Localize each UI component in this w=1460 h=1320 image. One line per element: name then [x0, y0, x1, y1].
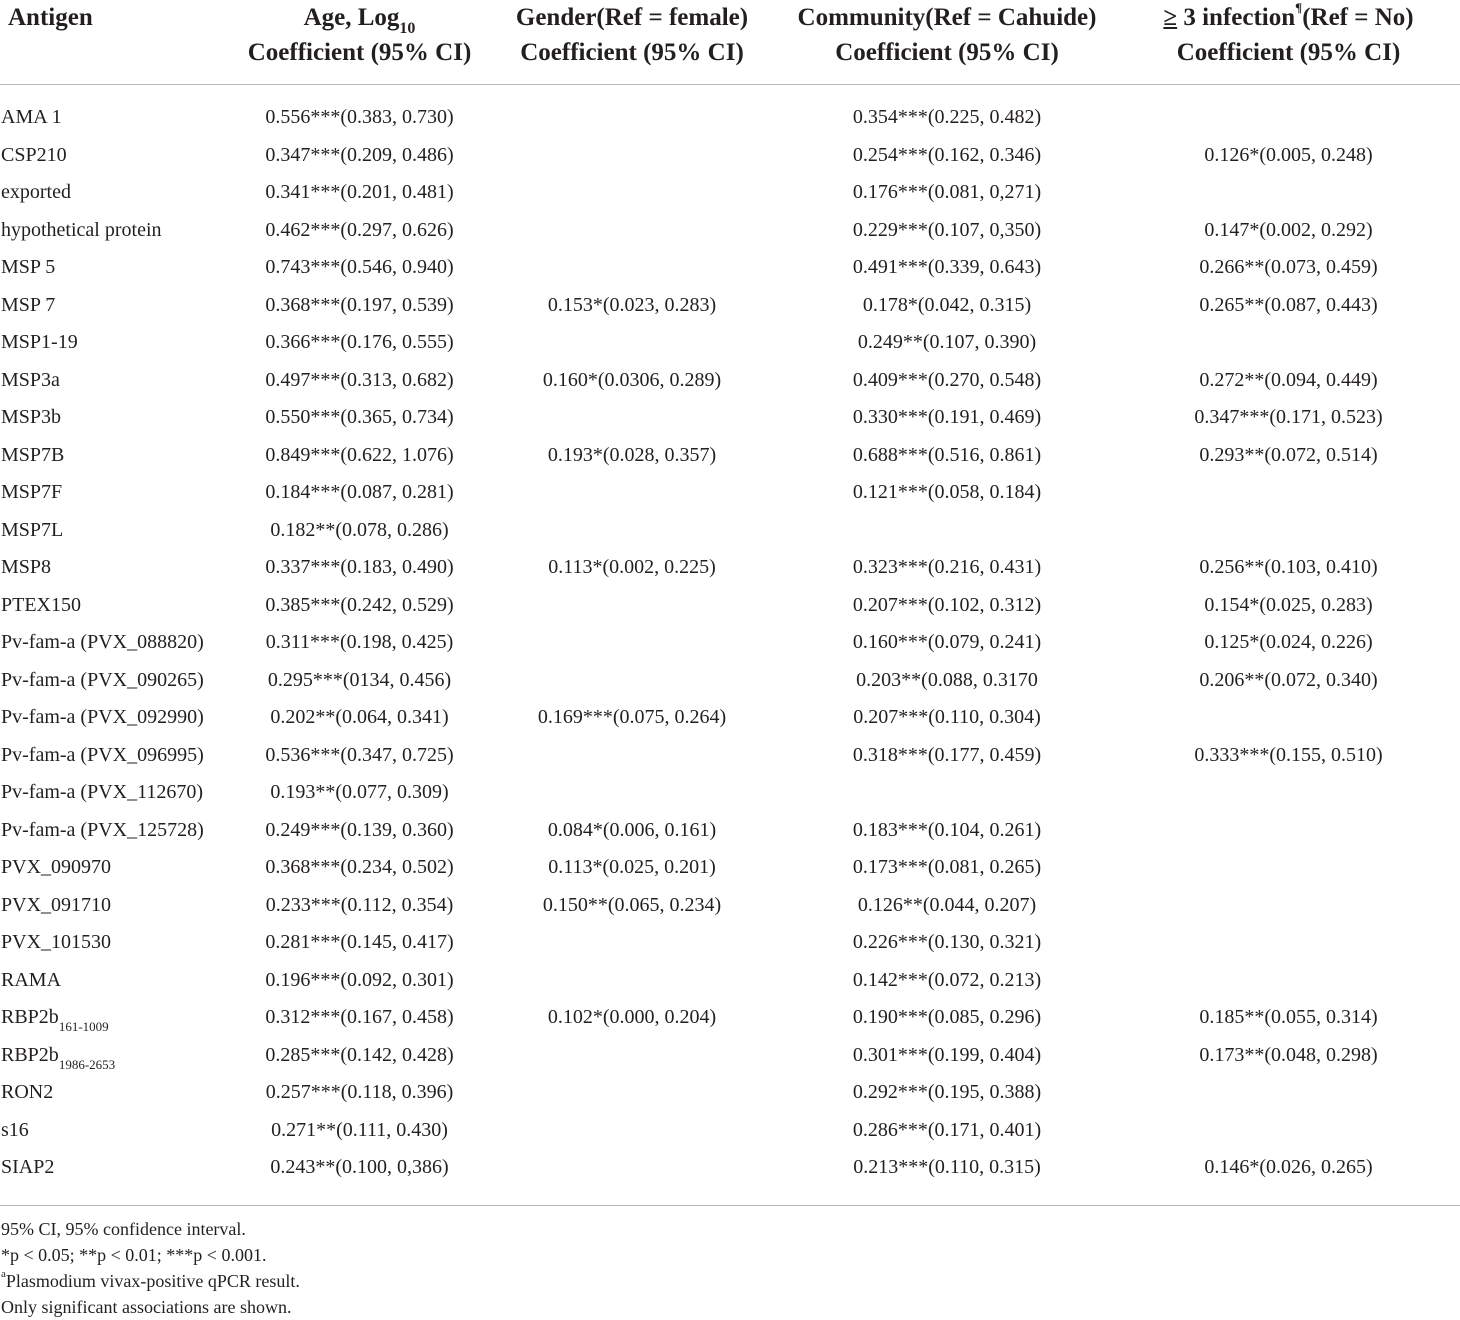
cell-community: 0.142***(0.072, 0.213): [852, 968, 1042, 991]
table-row: [0, 1112, 1460, 1150]
cell-antigen: MSP7B: [1, 443, 65, 466]
table-row: [0, 174, 1460, 212]
cell-infection: [1117, 85, 1460, 137]
cell-age: 0.184***(0.087, 0.281): [265, 481, 454, 504]
table-row: [0, 812, 1460, 850]
cell-gender: 0.113*(0.025, 0.201): [548, 856, 716, 879]
cell-community: 0.354***(0.225, 0.482): [852, 106, 1042, 129]
cell-age: 0.497***(0.313, 0.682): [265, 368, 454, 391]
cell-age: 0.233***(0.112, 0.354): [265, 893, 454, 916]
cell-community: 0.173***(0.081, 0.265): [852, 856, 1042, 879]
cell-gender: [487, 1149, 777, 1197]
cell-age: 0.341***(0.201, 0.481): [265, 181, 454, 204]
cell-infection: 0.146*(0.026, 0.265): [1204, 1156, 1373, 1179]
table-row: [0, 399, 1460, 437]
cell-gender: [487, 324, 777, 362]
cell-antigen: MSP8: [1, 556, 52, 579]
cell-community: 0.178*(0.042, 0.315): [862, 293, 1032, 316]
cell-gender: [487, 624, 777, 662]
cell-community: 0.190***(0.085, 0.296): [852, 1006, 1042, 1029]
cell-gender: 0.150**(0.065, 0.234): [542, 893, 722, 916]
cell-infection: [1117, 324, 1460, 362]
cell-infection: 0.333***(0.155, 0.510): [1194, 743, 1383, 766]
cell-age: 0.295***(0134, 0.456): [267, 668, 452, 691]
cell-gender: 0.153*(0.023, 0.283): [547, 293, 717, 316]
header-age: Age, Log$_{10}$ Coefficient (95% CI): [232, 0, 487, 85]
header-community: Community(Ref = Cahuide) Coefficient (95% CI): [777, 0, 1117, 85]
table-footnotes: [0, 1205, 1460, 1320]
cell-infection: 0.173**(0.048, 0.298): [1199, 1043, 1378, 1066]
table-row: [0, 1149, 1460, 1197]
cell-infection: [1117, 962, 1460, 1000]
cell-infection: 0.125*(0.024, 0.226): [1204, 631, 1373, 654]
cell-antigen: CSP210: [1, 143, 67, 166]
cell-infection: [1117, 924, 1460, 962]
cell-age: 0.271**(0.111, 0.430): [271, 1118, 448, 1141]
cell-gender: [487, 774, 777, 812]
table-row: [0, 212, 1460, 250]
table-body: [0, 85, 1460, 1197]
cell-infection: [1117, 849, 1460, 887]
cell-infection: 0.256**(0.103, 0.410): [1199, 556, 1378, 579]
cell-infection: 0.154*(0.025, 0.283): [1204, 593, 1373, 616]
cell-community: 0.301***(0.199, 0.404): [852, 1043, 1042, 1066]
cell-community: 0.491***(0.339, 0.643): [852, 256, 1042, 279]
cell-antigen: MSP 7: [1, 293, 56, 316]
cell-community: 0.213***(0.110, 0.315): [853, 1156, 1041, 1179]
table-row: [0, 512, 1460, 550]
cell-age: 0.385***(0.242, 0.529): [265, 593, 454, 616]
cell-age: 0.536***(0.347, 0.725): [265, 743, 454, 766]
table-row: [0, 587, 1460, 625]
cell-age: 0.285***(0.142, 0.428): [265, 1043, 454, 1066]
cell-community: 0.121***(0.058, 0.184): [852, 481, 1042, 504]
cell-antigen: MSP7F: [1, 481, 63, 504]
cell-infection: 0.266**(0.073, 0.459): [1199, 256, 1378, 279]
table-row: [0, 549, 1460, 587]
cell-antigen: MSP1-19: [1, 331, 78, 354]
cell-age: 0.193**(0.077, 0.309): [270, 781, 449, 804]
cell-age: 0.243**(0.100, 0,386): [270, 1156, 449, 1179]
cell-gender: 0.169***(0.075, 0.264): [537, 706, 727, 729]
cell-age: 0.196***(0.092, 0.301): [265, 968, 454, 991]
cell-antigen: $RBP2b_{161-1009}$: [1, 1006, 109, 1035]
cell-infection: 0.185**(0.055, 0.314): [1199, 1006, 1378, 1029]
footnote-p-values: *p < 0.05; **p < 0.01; ***p < 0.001.: [1, 1244, 267, 1265]
cell-community: 0.183***(0.104, 0.261): [852, 818, 1042, 841]
cell-gender: [487, 962, 777, 1000]
table-row: [0, 699, 1460, 737]
cell-age: 0.462***(0.297, 0.626): [265, 218, 454, 241]
cell-antigen: RAMA: [1, 968, 62, 991]
cell-age: 0.281***(0.145, 0.417): [265, 931, 454, 954]
cell-antigen: Pv-fam-a (PVX_088820): [1, 631, 204, 654]
table-row: [0, 287, 1460, 325]
cell-gender: [487, 399, 777, 437]
cell-community: 0.330***(0.191, 0.469): [852, 406, 1042, 429]
cell-community: 0.160***(0.079, 0.241): [852, 631, 1042, 654]
cell-gender: [487, 1112, 777, 1150]
cell-gender: [487, 924, 777, 962]
cell-age: 0.347***(0.209, 0.486): [265, 143, 454, 166]
cell-gender: [487, 212, 777, 250]
cell-community: 0.176***(0.081, 0,271): [852, 181, 1042, 204]
table-row: [0, 249, 1460, 287]
cell-community: 0.688***(0.516, 0.861): [852, 443, 1042, 466]
cell-gender: [487, 174, 777, 212]
table-header: [0, 0, 1460, 85]
header-antigen: Antigen: [0, 0, 232, 85]
cell-antigen: SIAP2: [1, 1156, 55, 1179]
table-row: [0, 737, 1460, 775]
table-row: [0, 774, 1460, 812]
cell-infection: 0.126*(0.005, 0.248): [1204, 143, 1373, 166]
cell-antigen: Pv-fam-a (PVX_125728): [1, 818, 204, 841]
cell-infection: 0.272**(0.094, 0.449): [1199, 368, 1378, 391]
cell-antigen: Pv-fam-a (PVX_092990): [1, 706, 204, 729]
cell-gender: [487, 662, 777, 700]
cell-infection: [1117, 474, 1460, 512]
cell-antigen: $RBP2b_{1986-2653}$: [1, 1043, 116, 1072]
cell-age: 0.182**(0.078, 0.286): [270, 518, 449, 541]
cell-community: 0.226***(0.130, 0.321): [852, 931, 1042, 954]
cell-gender: [487, 1074, 777, 1112]
cell-age: 0.311***(0.198, 0.425): [265, 631, 454, 654]
cell-age: 0.556***(0.383, 0.730): [265, 106, 454, 129]
cell-infection: [1117, 812, 1460, 850]
cell-gender: 0.084*(0.006, 0.161): [547, 818, 717, 841]
table-row: [0, 474, 1460, 512]
cell-gender: 0.102*(0.000, 0.204): [547, 1006, 717, 1029]
header-row: [0, 0, 1460, 85]
cell-gender: [487, 249, 777, 287]
cell-age: 0.366***(0.176, 0.555): [265, 331, 454, 354]
cell-antigen: PVX_101530: [1, 931, 112, 954]
table-row: [0, 662, 1460, 700]
cell-community: 0.292***(0.195, 0.388): [852, 1081, 1042, 1104]
cell-gender: [487, 737, 777, 775]
cell-community: 0.229***(0.107, 0,350): [852, 218, 1042, 241]
cell-age: 0.202**(0.064, 0.341): [270, 706, 449, 729]
cell-infection: [1117, 174, 1460, 212]
table-row: [0, 324, 1460, 362]
cell-age: 0.257***(0.118, 0.396): [265, 1081, 454, 1104]
cell-community: 0.318***(0.177, 0.459): [852, 743, 1042, 766]
cell-antigen: PVX_091710: [1, 893, 112, 916]
cell-antigen: exported: [1, 181, 71, 204]
cell-infection: 0.293**(0.072, 0.514): [1199, 443, 1378, 466]
cell-age: 0.249***(0.139, 0.360): [265, 818, 454, 841]
cell-age: 0.849***(0.622, 1.076): [265, 443, 454, 466]
cell-community: 0.409***(0.270, 0.548): [852, 368, 1042, 391]
cell-infection: [1117, 699, 1460, 737]
cell-antigen: RON2: [1, 1081, 54, 1104]
cell-antigen: MSP 5: [1, 256, 56, 279]
cell-community: 0.323***(0.216, 0.431): [852, 556, 1042, 579]
cell-gender: [487, 512, 777, 550]
header-gender: Gender(Ref = female) Coefficient (95% CI): [487, 0, 777, 85]
cell-community: 0.207***(0.110, 0.304): [853, 706, 1041, 729]
table-row: [0, 1074, 1460, 1112]
cell-antigen: MSP3a: [1, 368, 60, 391]
cell-age: 0.743***(0.546, 0.940): [265, 256, 454, 279]
footnote-qpcr: $^a$Plasmodium vivax-positive qPCR result.: [1, 1267, 300, 1291]
cell-antigen: s16: [1, 1118, 29, 1141]
cell-gender: 0.193*(0.028, 0.357): [547, 443, 717, 466]
cell-gender: [487, 1037, 777, 1075]
cell-age: 0.550***(0.365, 0.734): [265, 406, 454, 429]
cell-age: 0.312***(0.167, 0.458): [265, 1006, 454, 1029]
cell-age: 0.368***(0.197, 0.539): [265, 293, 454, 316]
cell-antigen: hypothetical protein: [1, 218, 162, 241]
table-row: [0, 137, 1460, 175]
table-row: [0, 924, 1460, 962]
cell-infection: 0.147*(0.002, 0.292): [1204, 218, 1373, 241]
table-row: [0, 849, 1460, 887]
cell-infection: [1117, 512, 1460, 550]
table-row: [0, 887, 1460, 925]
cell-community: [777, 512, 1117, 550]
cell-infection: [1117, 774, 1460, 812]
cell-gender: 0.113*(0.002, 0.225): [548, 556, 716, 579]
table-row: [0, 362, 1460, 400]
table-row: [0, 437, 1460, 475]
footnote-ci: 95% CI, 95% confidence interval.: [1, 1218, 246, 1239]
cell-antigen: Pv-fam-a (PVX_112670): [1, 781, 204, 804]
cell-community: 0.249**(0.107, 0.390): [857, 331, 1037, 354]
cell-infection: 0.206**(0.072, 0.340): [1199, 668, 1378, 691]
cell-infection: 0.347***(0.171, 0.523): [1194, 406, 1383, 429]
cell-gender: [487, 85, 777, 137]
cell-antigen: AMA 1: [1, 106, 62, 129]
cell-infection: [1117, 1112, 1460, 1150]
cell-community: [777, 774, 1117, 812]
cell-antigen: Pv-fam-a (PVX_090265): [1, 668, 204, 691]
cell-age: 0.337***(0.183, 0.490): [265, 556, 454, 579]
cell-gender: [487, 587, 777, 625]
table-row: [0, 1037, 1460, 1075]
cell-community: 0.203**(0.088, 0.3170: [856, 668, 1038, 691]
table-row: [0, 962, 1460, 1000]
cell-gender: [487, 474, 777, 512]
table-row: [0, 999, 1460, 1037]
footnote-significance: Only significant associations are shown.: [1, 1296, 292, 1317]
cell-antigen: PVX_090970: [1, 856, 112, 879]
table-row: [0, 624, 1460, 662]
cell-antigen: MSP7L: [1, 518, 64, 541]
cell-infection: 0.265**(0.087, 0.443): [1199, 293, 1378, 316]
header-infection: ≥ 3 infection¶(Ref = No) Coefficient (95% CI): [1117, 0, 1460, 85]
cell-gender: 0.160*(0.0306, 0.289): [542, 368, 722, 391]
cell-infection: [1117, 887, 1460, 925]
cell-antigen: MSP3b: [1, 406, 62, 429]
cell-community: 0.126**(0.044, 0.207): [857, 893, 1037, 916]
cell-antigen: PTEX150: [1, 593, 81, 616]
cell-infection: [1117, 1074, 1460, 1112]
cell-age: 0.368***(0.234, 0.502): [265, 856, 454, 879]
cell-community: 0.254***(0.162, 0.346): [852, 143, 1042, 166]
cell-community: 0.286***(0.171, 0.401): [852, 1118, 1042, 1141]
cell-community: 0.207***(0.102, 0.312): [852, 593, 1042, 616]
cell-gender: [487, 137, 777, 175]
table-row: [0, 85, 1460, 137]
cell-antigen: Pv-fam-a (PVX_096995): [1, 743, 204, 766]
